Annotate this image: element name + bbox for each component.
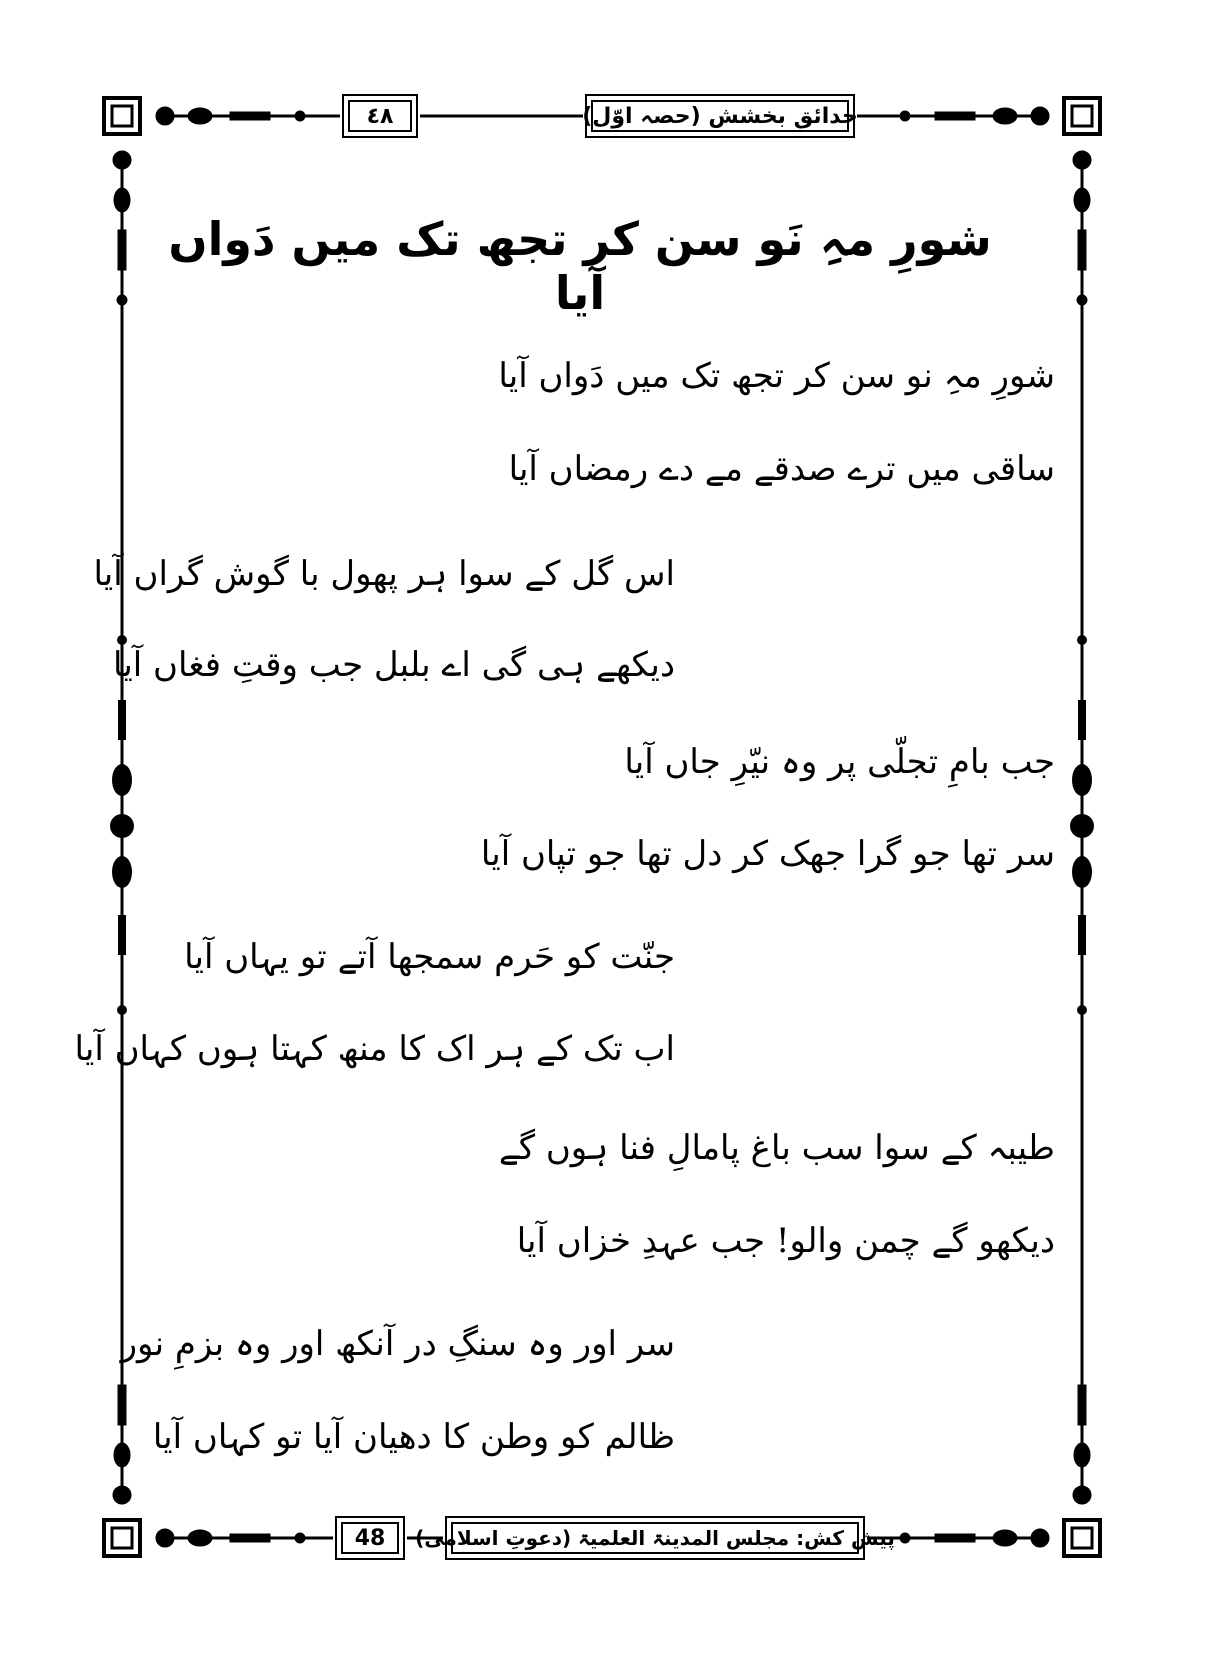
verse-line: اب تک کے ہر اک کا منھ کہتا ہوں کہاں آیا [74, 1029, 675, 1069]
book-title [582, 94, 858, 138]
poem-heading: شورِ مہِ نَو سن کر تجھ تک میں دَواں آیا [168, 212, 992, 320]
corner-ornament-bottom-right [900, 1385, 1100, 1556]
verse-line: جنّت کو حَرم سمجھا آتے تو یہاں آیا [184, 937, 675, 977]
page-number-top [342, 94, 418, 138]
verse-line: طیبہ کے سوا سب باغ پامالِ فنا ہوں گے [498, 1128, 1055, 1168]
verse-line: دیکھو گے چمن والو! جب عہدِ خزاں آیا [516, 1221, 1055, 1261]
verse-line: ساقی میں ترے صدقے مے دے رمضاں آیا [508, 449, 1055, 489]
publisher-credit [415, 1516, 895, 1560]
verse-line: اس گل کے سوا ہر پھول با گوش گراں آیا [93, 554, 675, 594]
verse-line: شورِ مہِ نو سن کر تجھ تک میں دَواں آیا [498, 356, 1055, 396]
verse-line: ظالم کو وطن کا دھیان آیا تو کہاں آیا [152, 1417, 675, 1457]
verse-line: دیکھے ہی گی اے بلبل جب وقتِ فغاں آیا [112, 645, 675, 685]
page-number-bottom [335, 1516, 405, 1560]
verse-line: سر اور وہ سنگِ در آنکھ اور وہ بزمِ نور [120, 1324, 675, 1364]
book-title-text: حدائق بخشش (حصہ اوّل) [582, 103, 858, 129]
verse-line: جب بامِ تجلّی پر وہ نیّرِ جاں آیا [624, 742, 1055, 782]
corner-ornament-bottom-left [104, 1385, 305, 1556]
publisher-credit-text: پیش کش: مجلس المدینۃ العلمیۃ (دعوتِ اسلامی) [415, 1526, 895, 1550]
page-number-top-text: ٤٨ [366, 103, 394, 129]
verse-line: سر تھا جو گرا جھک کر دل تھا جو تپاں آیا [480, 834, 1055, 874]
page-number-bottom-text: 48 [354, 1525, 386, 1551]
